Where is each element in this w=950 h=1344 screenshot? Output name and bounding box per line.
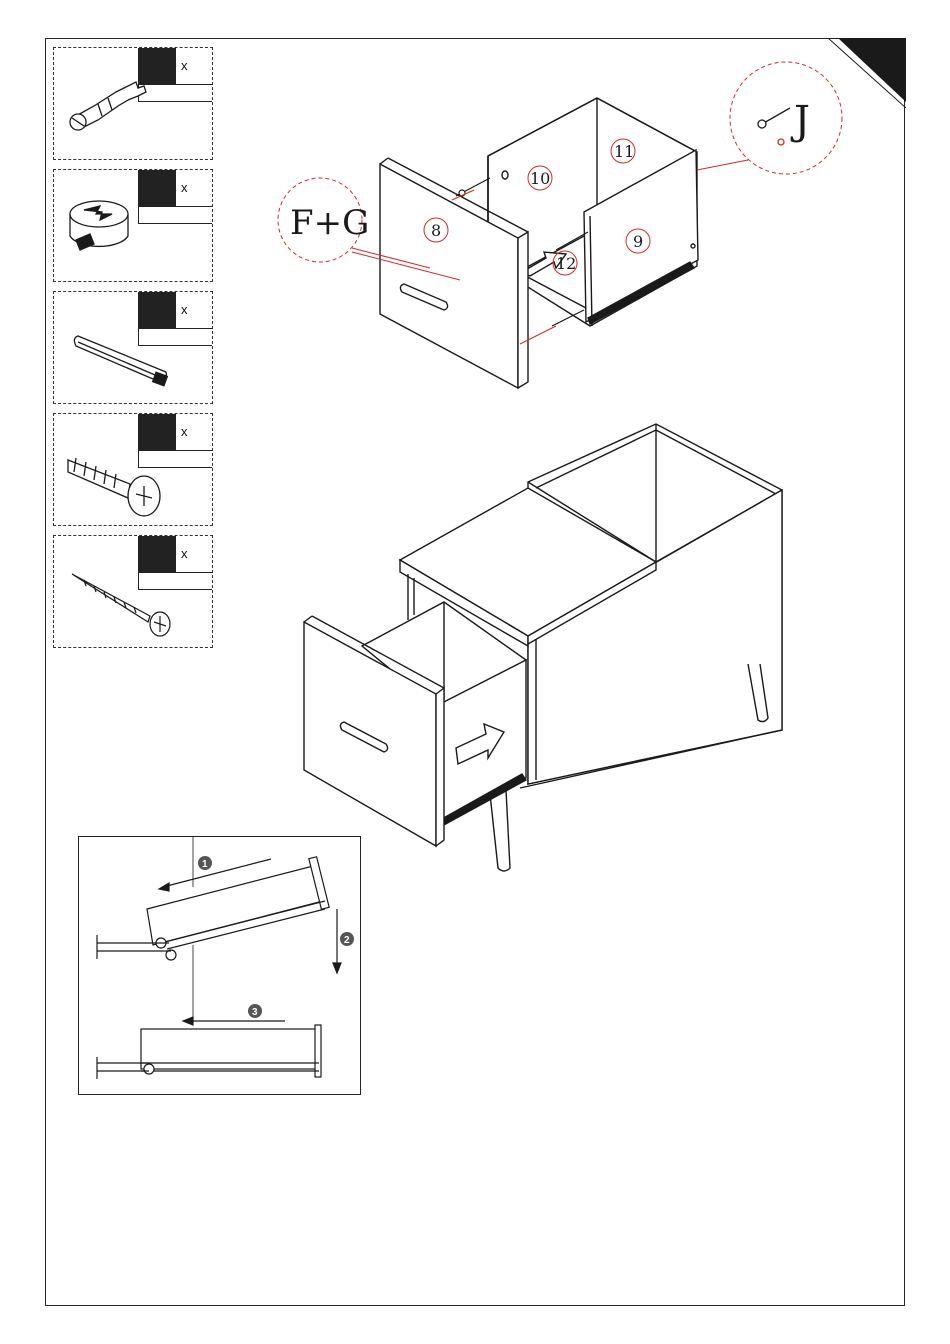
panel-label-left-side: 10 <box>530 169 551 188</box>
slide-removal-diagram <box>79 837 362 1096</box>
quantity-multiplier: x <box>181 546 188 561</box>
panel-label-back: 11 <box>614 142 635 161</box>
quantity-multiplier: x <box>181 58 188 73</box>
quantity-multiplier: x <box>181 424 188 439</box>
callout-label-fg: F+G <box>290 203 370 243</box>
slide-removal-inset <box>78 836 361 1095</box>
quantity-multiplier: x <box>181 302 188 317</box>
panel-label-bottom: 12 <box>556 254 577 273</box>
cabinet-assembled-view <box>304 424 782 871</box>
step-marker-3: 3 <box>252 1007 258 1018</box>
quantity-multiplier: x <box>181 180 188 195</box>
callout-label-j: J <box>794 98 811 144</box>
step-marker-1: 1 <box>202 859 208 870</box>
panel-label-front: 8 <box>431 221 442 240</box>
step-marker-2: 2 <box>344 935 350 946</box>
panel-label-right-side: 9 <box>633 232 644 251</box>
